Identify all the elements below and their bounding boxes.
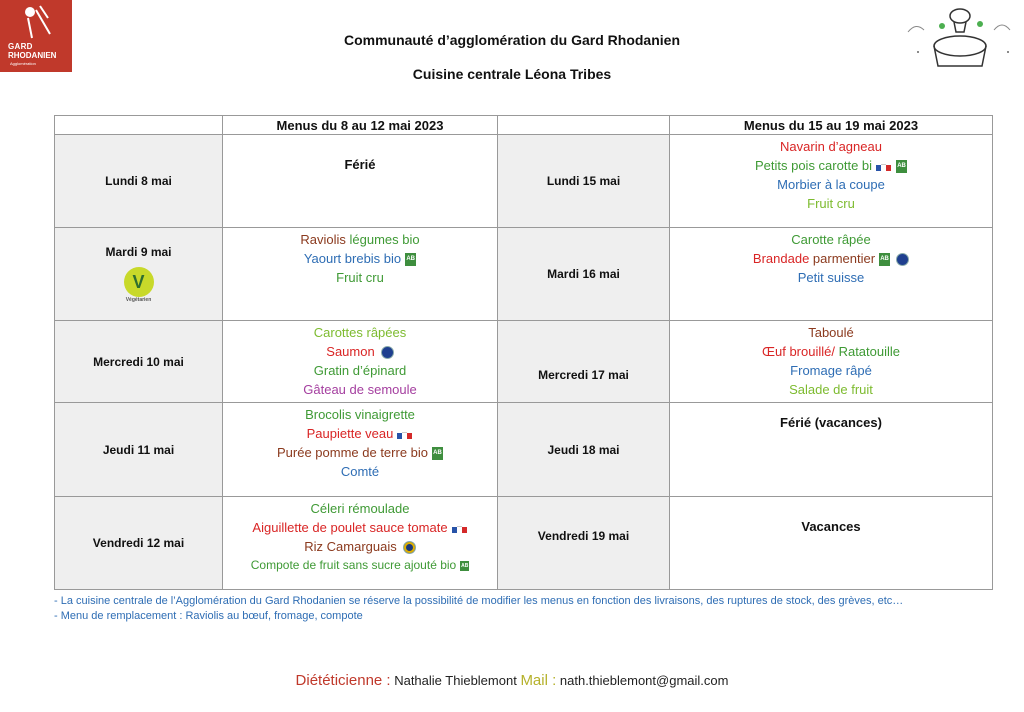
menu-item-text: Raviolis	[300, 232, 346, 247]
day-cell	[55, 228, 223, 321]
menu-item	[223, 249, 497, 268]
menu-cell	[223, 321, 498, 403]
menu-item: Céleri rémoulade	[310, 501, 410, 516]
menu-item: Fruit cru	[336, 270, 384, 285]
menu-item: Petit suisse	[797, 270, 865, 285]
menu-item	[223, 230, 497, 249]
menu-item: Taboulé	[808, 325, 854, 340]
mail-label: Mail :	[520, 672, 557, 689]
table-row	[55, 228, 993, 321]
menu-cell	[670, 321, 993, 403]
french-origin-icon	[876, 161, 892, 173]
menu-cell	[670, 135, 993, 228]
vegetarian-label: Végétarien	[125, 297, 152, 303]
header-empty-cell	[498, 116, 670, 135]
menu-item-text: Compote de fruit sans sucre ajouté bio	[250, 558, 457, 572]
menu-item: Gratin d’épinard	[313, 363, 407, 378]
menu-item-text: Yaourt brebis bio	[303, 251, 402, 266]
logo-text-gard: GARD	[8, 42, 33, 51]
menu-cell	[223, 497, 498, 590]
menu-item	[223, 443, 497, 462]
menu-cell	[223, 135, 498, 228]
week1-header: Menus du 8 au 12 mai 2023	[223, 116, 498, 135]
menu-item: Comté	[340, 464, 380, 479]
menu-item: Salade de fruit	[789, 382, 873, 397]
menu-item: Carotte râpée	[791, 232, 871, 247]
menu-item-text: Purée pomme de terre bio	[276, 445, 429, 460]
menu-cell	[670, 497, 993, 590]
disclaimer-note: - La cuisine centrale de l’Agglomération du Gard Rhodanien se réserve la possibilité de modifier les menus en fonction des livraisons, des ruptures de stock, des grèves, etc…	[54, 595, 904, 607]
menu-item	[223, 556, 497, 575]
igp-label-icon	[403, 541, 416, 554]
menu-item	[670, 249, 992, 268]
menu-item	[223, 518, 497, 537]
mail-address[interactable]: nath.thieblemont@gmail.com	[556, 673, 729, 688]
contact-footer	[0, 672, 1024, 689]
menu-item	[670, 342, 992, 361]
day-cell: Jeudi 18 mai	[498, 403, 670, 497]
day-cell: Lundi 15 mai	[498, 135, 670, 228]
logo-text-rhodanien: RHODANIEN	[8, 51, 57, 60]
menu-item: Brocolis vinaigrette	[305, 407, 415, 422]
menu-cell	[223, 228, 498, 321]
ferie-vacances-label: Férié (vacances)	[780, 415, 882, 430]
msc-label-icon	[896, 253, 909, 266]
table-header-row	[55, 116, 993, 135]
day-cell: Mercredi 10 mai	[55, 321, 223, 403]
organic-ab-icon: AB	[461, 562, 469, 569]
menu-table	[54, 115, 993, 590]
table-row	[55, 321, 993, 403]
menu-item-text: Saumon	[326, 344, 375, 359]
table-row	[55, 135, 993, 228]
table-row	[55, 403, 993, 497]
menu-item: Carottes râpées	[313, 325, 407, 340]
page-subtitle: Cuisine centrale Léona Tribes	[412, 66, 612, 82]
organic-ab-icon: AB	[879, 253, 890, 266]
menu-cell	[670, 228, 993, 321]
menu-item	[223, 424, 497, 443]
day-label: Mardi 9 mai	[105, 245, 172, 259]
day-cell: Vendredi 12 mai	[55, 497, 223, 590]
menu-item-text: Aiguillette de poulet sauce tomate	[252, 520, 448, 535]
dietitian-label: Diététicienne :	[295, 672, 391, 689]
menu-item	[223, 537, 497, 556]
dietitian-name: Nathalie Thieblemont	[390, 673, 521, 688]
day-cell: Vendredi 19 mai	[498, 497, 670, 590]
menu-item: Morbier à la coupe	[777, 177, 885, 192]
french-origin-icon	[397, 429, 413, 441]
menu-item: Fruit cru	[807, 196, 855, 211]
menu-item: Gâteau de semoule	[303, 382, 417, 397]
day-cell: Mardi 16 mai	[498, 228, 670, 321]
menu-item-text: Paupiette veau	[306, 426, 394, 441]
organic-ab-icon: AB	[432, 447, 443, 460]
table-row	[55, 497, 993, 590]
vegetarian-badge	[124, 267, 154, 303]
menu-item-text: Riz Camarguais	[304, 539, 397, 554]
header-empty-cell	[55, 116, 223, 135]
menu-item-text: Œuf brouillé/	[761, 344, 835, 359]
week2-header: Menus du 15 au 19 mai 2023	[670, 116, 993, 135]
french-origin-icon	[452, 523, 468, 535]
menu-cell	[670, 403, 993, 497]
ferie-label: Férié	[344, 157, 376, 172]
logo-text-agglo: Agglomération	[10, 61, 36, 66]
menu-cell	[223, 403, 498, 497]
organic-ab-icon: AB	[405, 253, 416, 266]
day-cell: Jeudi 11 mai	[55, 403, 223, 497]
menu-item-text: légumes bio	[345, 232, 420, 247]
menu-item-text: Petits pois carotte bi	[754, 158, 873, 173]
menu-item: Fromage râpé	[790, 363, 872, 378]
page-title: Communauté d’agglomération du Gard Rhodanien	[343, 32, 680, 48]
vegetarian-icon: V	[124, 267, 154, 297]
vacances-label: Vacances	[801, 519, 861, 534]
menu-item-text: parmentier	[809, 251, 876, 266]
replacement-menu-note: - Menu de remplacement : Raviolis au bœuf, fromage, compote	[54, 610, 363, 622]
day-cell: Mercredi 17 mai	[498, 321, 670, 403]
organic-ab-icon: AB	[896, 160, 907, 173]
msc-label-icon	[381, 346, 394, 359]
menu-item: Navarin d’agneau	[780, 139, 882, 154]
menu-item	[670, 156, 992, 175]
menu-item-text: Brandade	[752, 251, 810, 266]
menu-item-text: Ratatouille	[834, 344, 901, 359]
menu-item	[223, 342, 497, 361]
day-cell: Lundi 8 mai	[55, 135, 223, 228]
